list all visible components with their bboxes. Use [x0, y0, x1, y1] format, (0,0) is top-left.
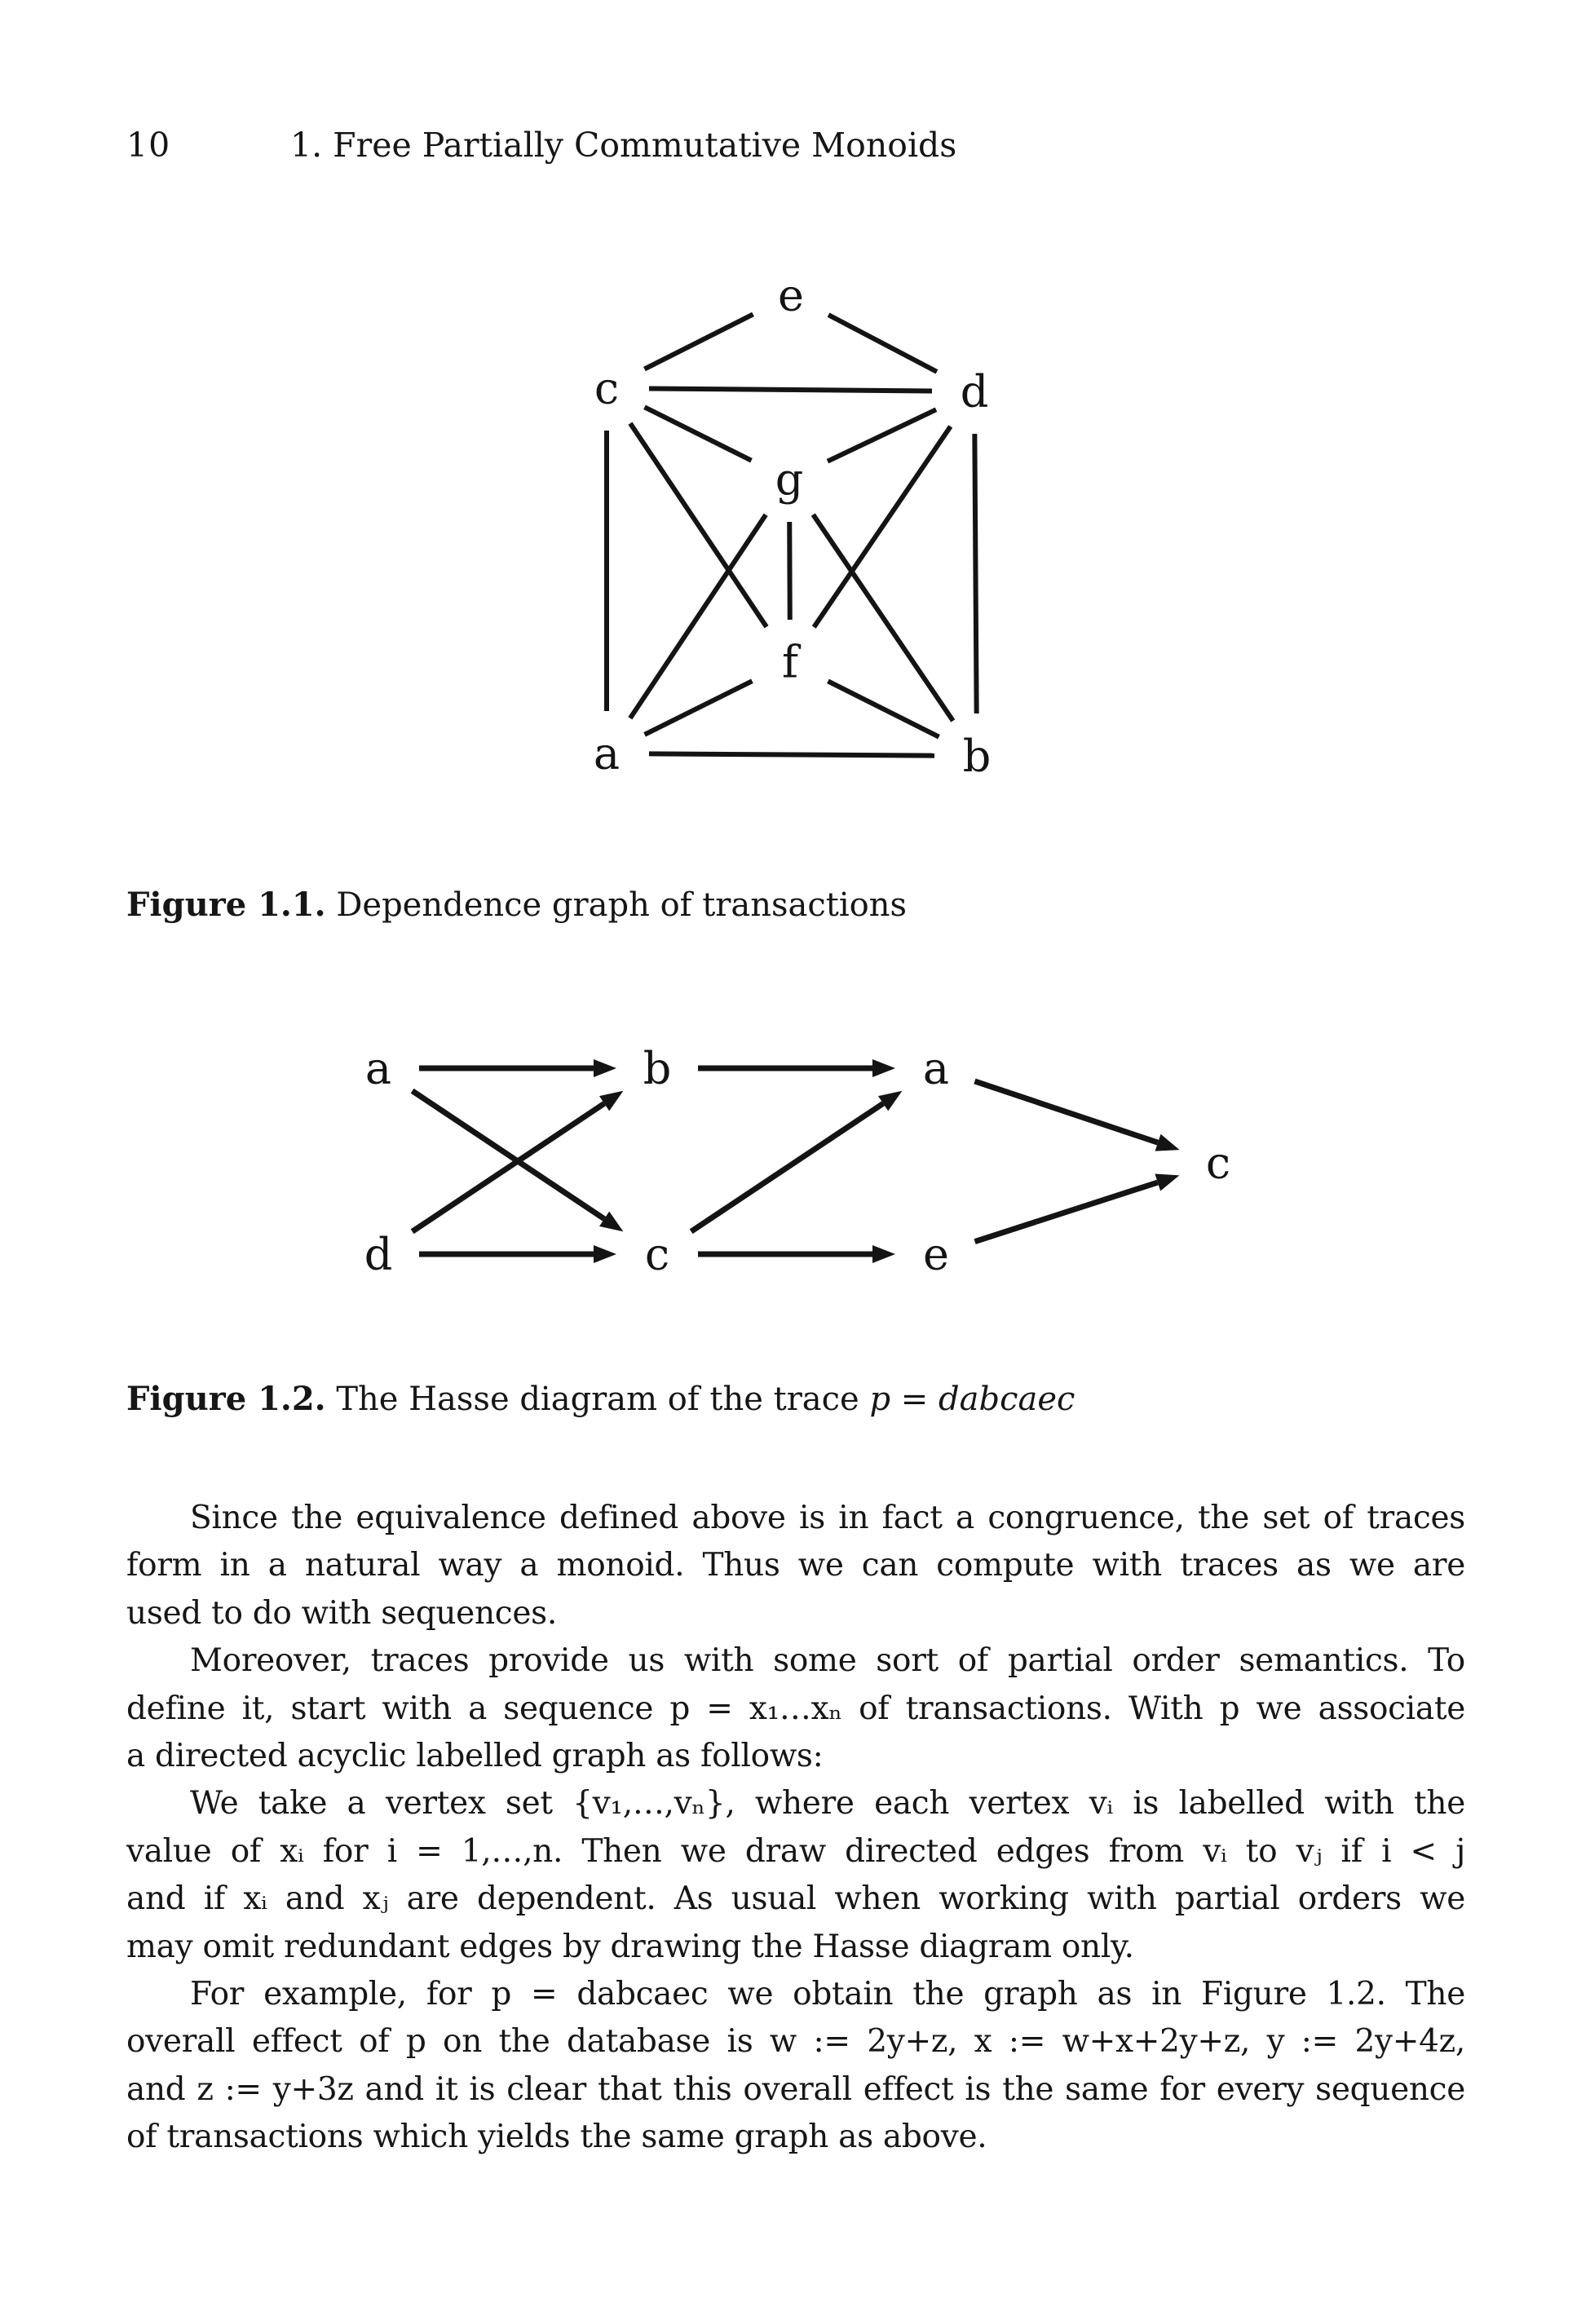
arrow-head	[872, 1059, 895, 1077]
graph-node-label: b	[643, 1042, 672, 1094]
arrow-head	[872, 1245, 895, 1263]
dependence-edge	[644, 314, 753, 369]
paragraph	[126, 1495, 1465, 1637]
body-line: may omit redundant edges by drawing the Hasse diagram only.	[126, 1928, 1134, 1965]
arrow-head	[599, 1212, 623, 1232]
body-line: of transactions which yields the same graph as above.	[126, 2119, 987, 2156]
body-line: define it, start with a sequence p = x₁…xₙ of transactions. With p we associate	[126, 1690, 1465, 1727]
arrow-head	[594, 1245, 616, 1263]
graph-node-label: c	[1205, 1137, 1231, 1189]
hasse-arrow-shaft	[975, 1182, 1158, 1242]
hasse-arrow-shaft	[974, 1081, 1158, 1142]
body-text	[126, 1495, 1465, 2162]
arrow-head	[1155, 1174, 1179, 1191]
dependence-edge	[828, 315, 937, 372]
figure-1-1-caption-text: Dependence graph of transactions	[325, 886, 908, 924]
graph-node-label: d	[960, 365, 989, 418]
body-line: value of xᵢ for i = 1,…,n. Then we draw directed edges from vᵢ to vⱼ if i < j	[126, 1832, 1465, 1870]
body-line: form in a natural way a monoid. Thus we can compute with traces as we are	[126, 1547, 1465, 1584]
graph-node-label: g	[775, 453, 804, 506]
figure-1-1-caption-label: Figure 1.1.	[126, 886, 326, 924]
arrow-head	[594, 1059, 616, 1077]
figure-1-2-caption-label: Figure 1.2.	[126, 1380, 326, 1418]
body-line: and if xᵢ and xⱼ are dependent. As usual when working with partial orders we	[126, 1880, 1465, 1918]
body-line: Since the equivalence defined above is in fact a congruence, the set of traces	[190, 1500, 1465, 1536]
dependence-edge	[645, 681, 753, 735]
dependence-edge	[974, 434, 976, 714]
dependence-edge	[828, 681, 939, 736]
dependence-edge	[645, 407, 752, 460]
paragraph	[126, 1780, 1465, 1971]
graph-node-label: a	[593, 727, 621, 780]
hasse-diagram-figure	[310, 1011, 1305, 1321]
dependence-edge	[630, 423, 766, 627]
dependence-graph-figure	[489, 245, 1093, 799]
body-line: used to do with sequences.	[126, 1594, 557, 1632]
arrow-head	[878, 1091, 902, 1111]
figure-1-2-caption-text: The Hasse diagram of the trace	[325, 1381, 870, 1418]
graph-node-label: d	[364, 1228, 393, 1280]
hasse-arrow-shaft	[413, 1091, 604, 1219]
body-line: Moreover, traces provide us with some sort of partial order semantics. To	[190, 1642, 1465, 1680]
graph-node-label: e	[778, 269, 804, 321]
body-line: and z := y+3z and it is clear that this overall effect is the same for every sequence	[126, 2070, 1465, 2108]
graph-node-label: f	[782, 636, 798, 688]
graph-node-label: c	[644, 1228, 670, 1280]
page-number: 10	[126, 126, 171, 165]
dependence-edge	[649, 753, 934, 755]
graph-node-label: b	[962, 730, 992, 782]
dependence-edge	[630, 515, 766, 718]
body-line: a directed acyclic labelled graph as follows:	[126, 1738, 824, 1775]
hasse-arrow-shaft	[691, 1103, 883, 1231]
arrow-head	[599, 1091, 623, 1111]
body-line: overall effect of p on the database is w := 2y+z, x := w+x+2y+z, y := 2y+4z,	[126, 2023, 1465, 2061]
dependence-edge	[828, 409, 936, 461]
graph-node-label: a	[364, 1042, 392, 1094]
paragraph	[126, 1971, 1465, 2162]
dependence-edge	[789, 522, 790, 620]
graph-node-label: a	[922, 1042, 950, 1094]
paragraph	[126, 1637, 1465, 1780]
dependence-edge	[649, 388, 932, 391]
figure-1-2-caption-math: p = dabcaec	[869, 1381, 1075, 1418]
graph-node-label: e	[923, 1228, 949, 1280]
body-line: We take a vertex set {v₁,…,vₙ}, where each vertex vᵢ is labelled with the	[190, 1785, 1465, 1823]
dependence-edge	[813, 515, 953, 721]
body-line: For example, for p = dabcaec we obtain the graph as in Figure 1.2. The	[190, 1976, 1465, 2013]
hasse-arrow-shaft	[413, 1103, 604, 1231]
figure-1-1-caption	[126, 886, 907, 924]
graph-node-label: c	[594, 362, 620, 414]
figure-1-2-caption	[126, 1380, 1075, 1418]
running-title: 1. Free Partially Commutative Monoids	[290, 126, 957, 165]
arrow-head	[1155, 1134, 1180, 1151]
